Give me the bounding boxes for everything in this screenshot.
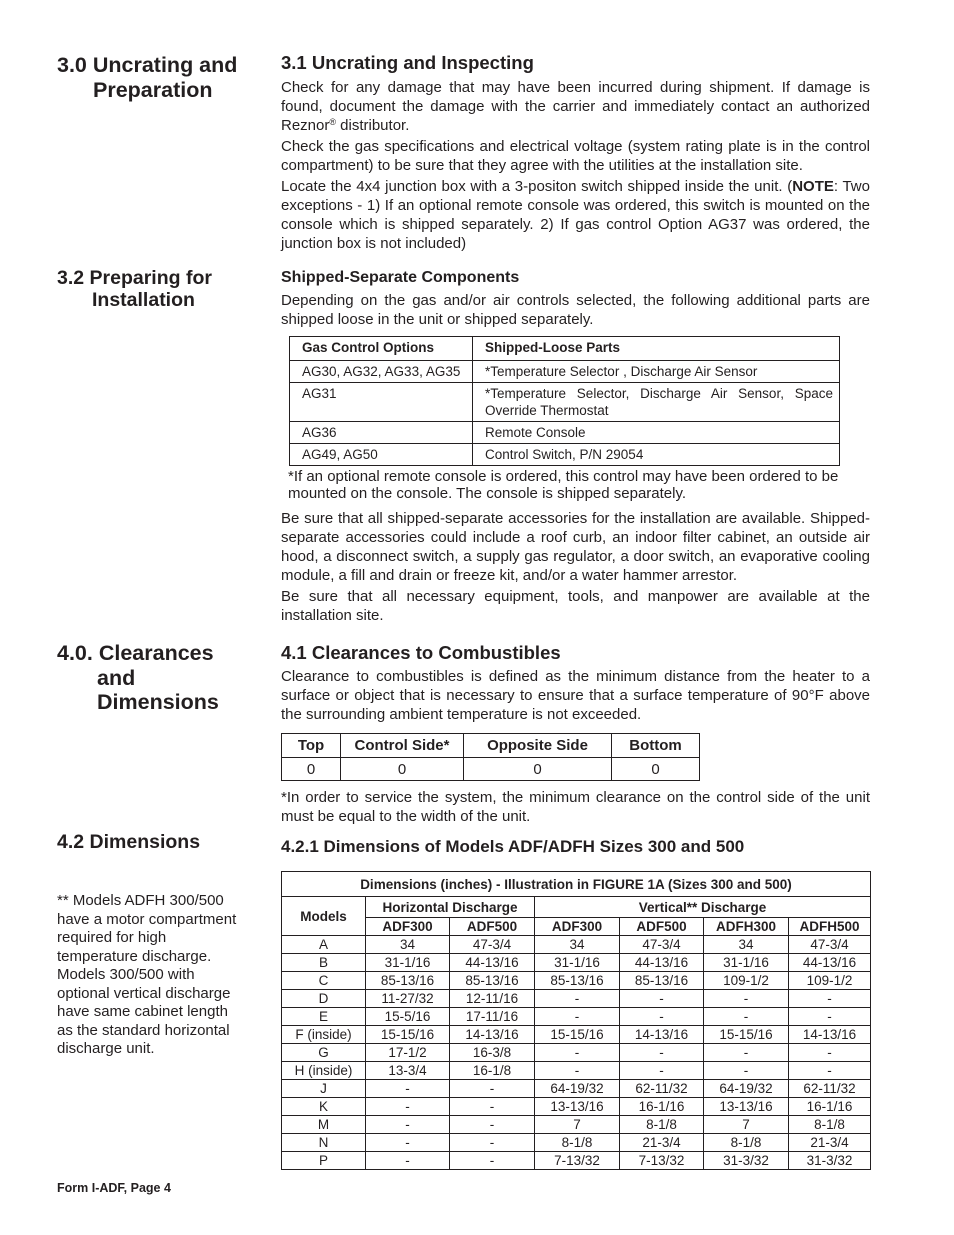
shipped-separate-para2: Be sure that all necessary equipment, tools, and manpower are available at the installation site. [281,588,870,624]
header-gas-control-options: Gas Control Options [290,337,473,361]
row-label-cell: J [282,1080,366,1098]
table-cell: - [366,1098,450,1116]
table-cell: 0 [282,758,341,781]
table-cell: - [620,1008,704,1026]
table-cell: - [366,1152,450,1170]
section-3-2-line2: Installation [92,289,195,311]
row-label-cell: D [282,990,366,1008]
table-row [282,1116,871,1134]
shipped-parts-table [289,336,840,466]
header-col: ADFH300 [704,918,789,936]
table-cell: - [450,1152,535,1170]
row-label-cell: E [282,1008,366,1026]
table-cell: - [366,1134,450,1152]
table-cell: 17-11/16 [450,1008,535,1026]
page-footer: Form I-ADF, Page 4 [57,1181,171,1195]
table-cell: 47-3/4 [620,936,704,954]
table-row [282,1152,871,1170]
table-cell: - [704,990,789,1008]
header-opposite-side: Opposite Side [464,734,612,758]
table-cell: 16-1/8 [450,1062,535,1080]
table-cell: 8-1/8 [535,1134,620,1152]
table-cell: 8-1/8 [704,1134,789,1152]
shipped-separate-intro: Depending on the gas and/or air controls selected, the following additional parts are shipped loose in the unit or shipped separately. [281,292,870,328]
table-cell: 64-19/32 [704,1080,789,1098]
header-col: ADF500 [450,918,535,936]
table-row [290,383,840,422]
table-cell: 15-15/16 [366,1026,450,1044]
table-cell: - [704,1008,789,1026]
table-cell: Remote Console [473,422,840,444]
table-row [282,1026,871,1044]
table-cell: 7-13/32 [535,1152,620,1170]
table-cell: 109-1/2 [789,972,871,990]
table-cell: 7 [704,1116,789,1134]
table-cell: 31-3/32 [704,1152,789,1170]
section-3-0-line2: Preparation [93,77,213,102]
table-cell: - [535,1008,620,1026]
table-cell: 44-13/16 [789,954,871,972]
table-cell: 44-13/16 [450,954,535,972]
table-row [282,1134,871,1152]
para3-text: Locate the 4x4 junction box with a 3-positon switch shipped inside the unit. ( [281,178,793,195]
header-bottom: Bottom [612,734,700,758]
row-label-cell: N [282,1134,366,1152]
table-row [290,422,840,444]
table-cell: - [789,1062,871,1080]
table-cell: 47-3/4 [450,936,535,954]
section-4-2-heading: 4.2 Dimensions [57,831,201,853]
table-cell: 85-13/16 [620,972,704,990]
header-col: ADF300 [535,918,620,936]
table-cell: 13-13/16 [535,1098,620,1116]
table-cell: - [535,990,620,1008]
section-3-0-line1: 3.0 Uncrating and [57,53,238,77]
table-cell: 34 [704,936,789,954]
table-row [282,758,700,781]
table-cell: 85-13/16 [366,972,450,990]
row-label-cell: P [282,1152,366,1170]
table-row [282,972,871,990]
table-row [290,444,840,466]
table-cell: 31-1/16 [366,954,450,972]
table-cell: - [366,1080,450,1098]
table-row [282,1008,871,1026]
section-3-1-title: 3.1 Uncrating and Inspecting [281,52,534,73]
table-cell: 0 [612,758,700,781]
para1-text: Check for any damage that may have been incurred during shipment. If damage is found, document the damage with the carrier and immediately contact an authorized Reznor [281,79,870,134]
table-cell: 12-11/16 [450,990,535,1008]
table-cell: - [450,1134,535,1152]
table-cell: 31-3/32 [789,1152,871,1170]
table-cell: 31-1/16 [535,954,620,972]
section-3-1-para1 [281,78,870,135]
models-sidenote: ** Models ADFH 300/500 have a motor compartment required for high temperature discharge. Models 300/500 with optional vertical discharge have same cabinet length as the standard horizontal discharge unit. [57,892,237,1057]
table-row [282,1062,871,1080]
table-cell: 16-3/8 [450,1044,535,1062]
header-control-side: Control Side* [341,734,464,758]
header-top: Top [282,734,341,758]
section-3-0-heading [57,53,237,102]
table-header-row [290,337,840,361]
table-cell: - [450,1098,535,1116]
section-4-0-heading [57,641,219,715]
table-cell: - [450,1080,535,1098]
shipped-separate-para1: Be sure that all shipped-separate accessories for the installation are available. Shipped-separate accessories could include a roof curb, an indoor filter cabinet, an outside air hood, a disconnect switch, a supply gas regulator, a door switch, an evaporative cooling module, a fill and drain or freeze kit, and/or a water hammer arrestor. [281,510,870,584]
table-cell: - [450,1116,535,1134]
table-cell: 44-13/16 [620,954,704,972]
row-label-cell: B [282,954,366,972]
table-cell: 13-13/16 [704,1098,789,1116]
table-cell: - [789,1044,871,1062]
row-label-cell: H (inside) [282,1062,366,1080]
para1-text-end: distributor. [336,117,410,134]
table-cell: 15-15/16 [535,1026,620,1044]
table-cell: 8-1/8 [789,1116,871,1134]
table-row [282,990,871,1008]
section-3-1-para3 [281,177,870,253]
section-4-1-intro: Clearance to combustibles is defined as the minimum distance from the heater to a surface or object that is necessary to ensure that a surface temperature of 90°F above the surrounding ambient temperature is not exceeded. [281,668,870,723]
header-vertical-discharge: Vertical** Discharge [535,897,871,918]
table-header-row [282,918,871,936]
table-cell: 0 [341,758,464,781]
table-cell: 34 [535,936,620,954]
table-cell: 14-13/16 [450,1026,535,1044]
table-row [282,1080,871,1098]
clearance-table [281,733,700,781]
table-cell: - [535,1044,620,1062]
section-4-0-line1: 4.0. Clearances [57,641,214,665]
row-label-cell: K [282,1098,366,1116]
header-col: ADFH500 [789,918,871,936]
table-cell: 34 [366,936,450,954]
row-label-cell: C [282,972,366,990]
section-3-2-heading [57,267,212,311]
table-row [282,936,871,954]
table-cell: - [535,1062,620,1080]
table-cell: 15-5/16 [366,1008,450,1026]
table-cell: 16-1/16 [620,1098,704,1116]
table-cell: 85-13/16 [535,972,620,990]
table-cell: 21-3/4 [620,1134,704,1152]
table-cell: 14-13/16 [620,1026,704,1044]
header-shipped-loose-parts: Shipped-Loose Parts [473,337,840,361]
header-col: ADF500 [620,918,704,936]
row-label-cell: M [282,1116,366,1134]
table-cell: - [620,1062,704,1080]
table-cell: - [620,990,704,1008]
table-cell: 62-11/32 [620,1080,704,1098]
section-4-2-1-title: 4.2.1 Dimensions of Models ADF/ADFH Sizes 300 and 500 [281,837,745,856]
table-cell: AG30, AG32, AG33, AG35 [290,361,473,383]
section-3-2-line1: 3.2 Preparing for [57,267,212,289]
table-row [290,361,840,383]
table-cell: *Temperature Selector , Discharge Air Sensor [473,361,840,383]
table-cell: *Temperature Selector, Discharge Air Sensor, Space Override Thermostat [473,383,840,422]
shipped-separate-title: Shipped-Separate Components [281,269,520,286]
section-4-0-line3: Dimensions [97,690,219,714]
table-cell: 31-1/16 [704,954,789,972]
table-header-row [282,734,700,758]
table-row [282,1044,871,1062]
table-cell: 7 [535,1116,620,1134]
table-cell: 62-11/32 [789,1080,871,1098]
table-cell: AG36 [290,422,473,444]
table-cell: 21-3/4 [789,1134,871,1152]
section-3-1-para2: Check the gas specifications and electrical voltage (system rating plate is in the control compartment) to be sure that they agree with the utilities at the installation site. [281,138,870,174]
table-row [282,1098,871,1116]
table-row [282,954,871,972]
table-cell: 64-19/32 [535,1080,620,1098]
table-cell: AG31 [290,383,473,422]
header-models: Models [282,897,366,936]
table-cell: 109-1/2 [704,972,789,990]
table-cell: Control Switch, P/N 29054 [473,444,840,466]
table-cell: 11-27/32 [366,990,450,1008]
table-cell: 7-13/32 [620,1152,704,1170]
table-cell: - [620,1044,704,1062]
table-cell: 15-15/16 [704,1026,789,1044]
table-cell: 8-1/8 [620,1116,704,1134]
row-label-cell: G [282,1044,366,1062]
table-group-row [282,897,871,918]
row-label-cell: F (inside) [282,1026,366,1044]
table-cell: 47-3/4 [789,936,871,954]
para3-text-end: : Two exceptions - 1) If an optional remote console was ordered, this switch is mounted on the console which is shipped separately. 2) If gas control Option AG37 was ordered, the junction box is not included) [281,178,870,252]
section-4-1-title: 4.1 Clearances to Combustibles [281,642,561,663]
row-label-cell: A [282,936,366,954]
table-cell: 13-3/4 [366,1062,450,1080]
registered-mark: ® [329,117,336,127]
table-cell: - [366,1116,450,1134]
section-3-1-body [281,78,870,253]
dimensions-table [281,871,871,1170]
table-cell: - [789,1008,871,1026]
shipped-table-footnote: *If an optional remote console is ordered, this control may have been ordered to be mounted on the console. The console is shipped separately. [288,468,839,502]
table-cell: 16-1/16 [789,1098,871,1116]
table-cell: 14-13/16 [789,1026,871,1044]
table-cell: - [704,1062,789,1080]
dimensions-table-body [282,936,871,1170]
header-col: ADF300 [366,918,450,936]
table-cell: 17-1/2 [366,1044,450,1062]
note-label: NOTE [792,178,834,195]
section-4-0-line2: and [97,665,136,690]
dimensions-caption: Dimensions (inches) - Illustration in FIGURE 1A (Sizes 300 and 500) [282,872,871,897]
table-cell: 85-13/16 [450,972,535,990]
header-horizontal-discharge: Horizontal Discharge [366,897,535,918]
table-cell: - [789,990,871,1008]
table-cell: 0 [464,758,612,781]
table-cell: AG49, AG50 [290,444,473,466]
table-caption-row [282,872,871,897]
shipped-separate-body [281,509,870,625]
clearance-footnote: *In order to service the system, the minimum clearance on the control side of the unit must be equal to the width of the unit. [281,789,870,825]
table-cell: - [704,1044,789,1062]
